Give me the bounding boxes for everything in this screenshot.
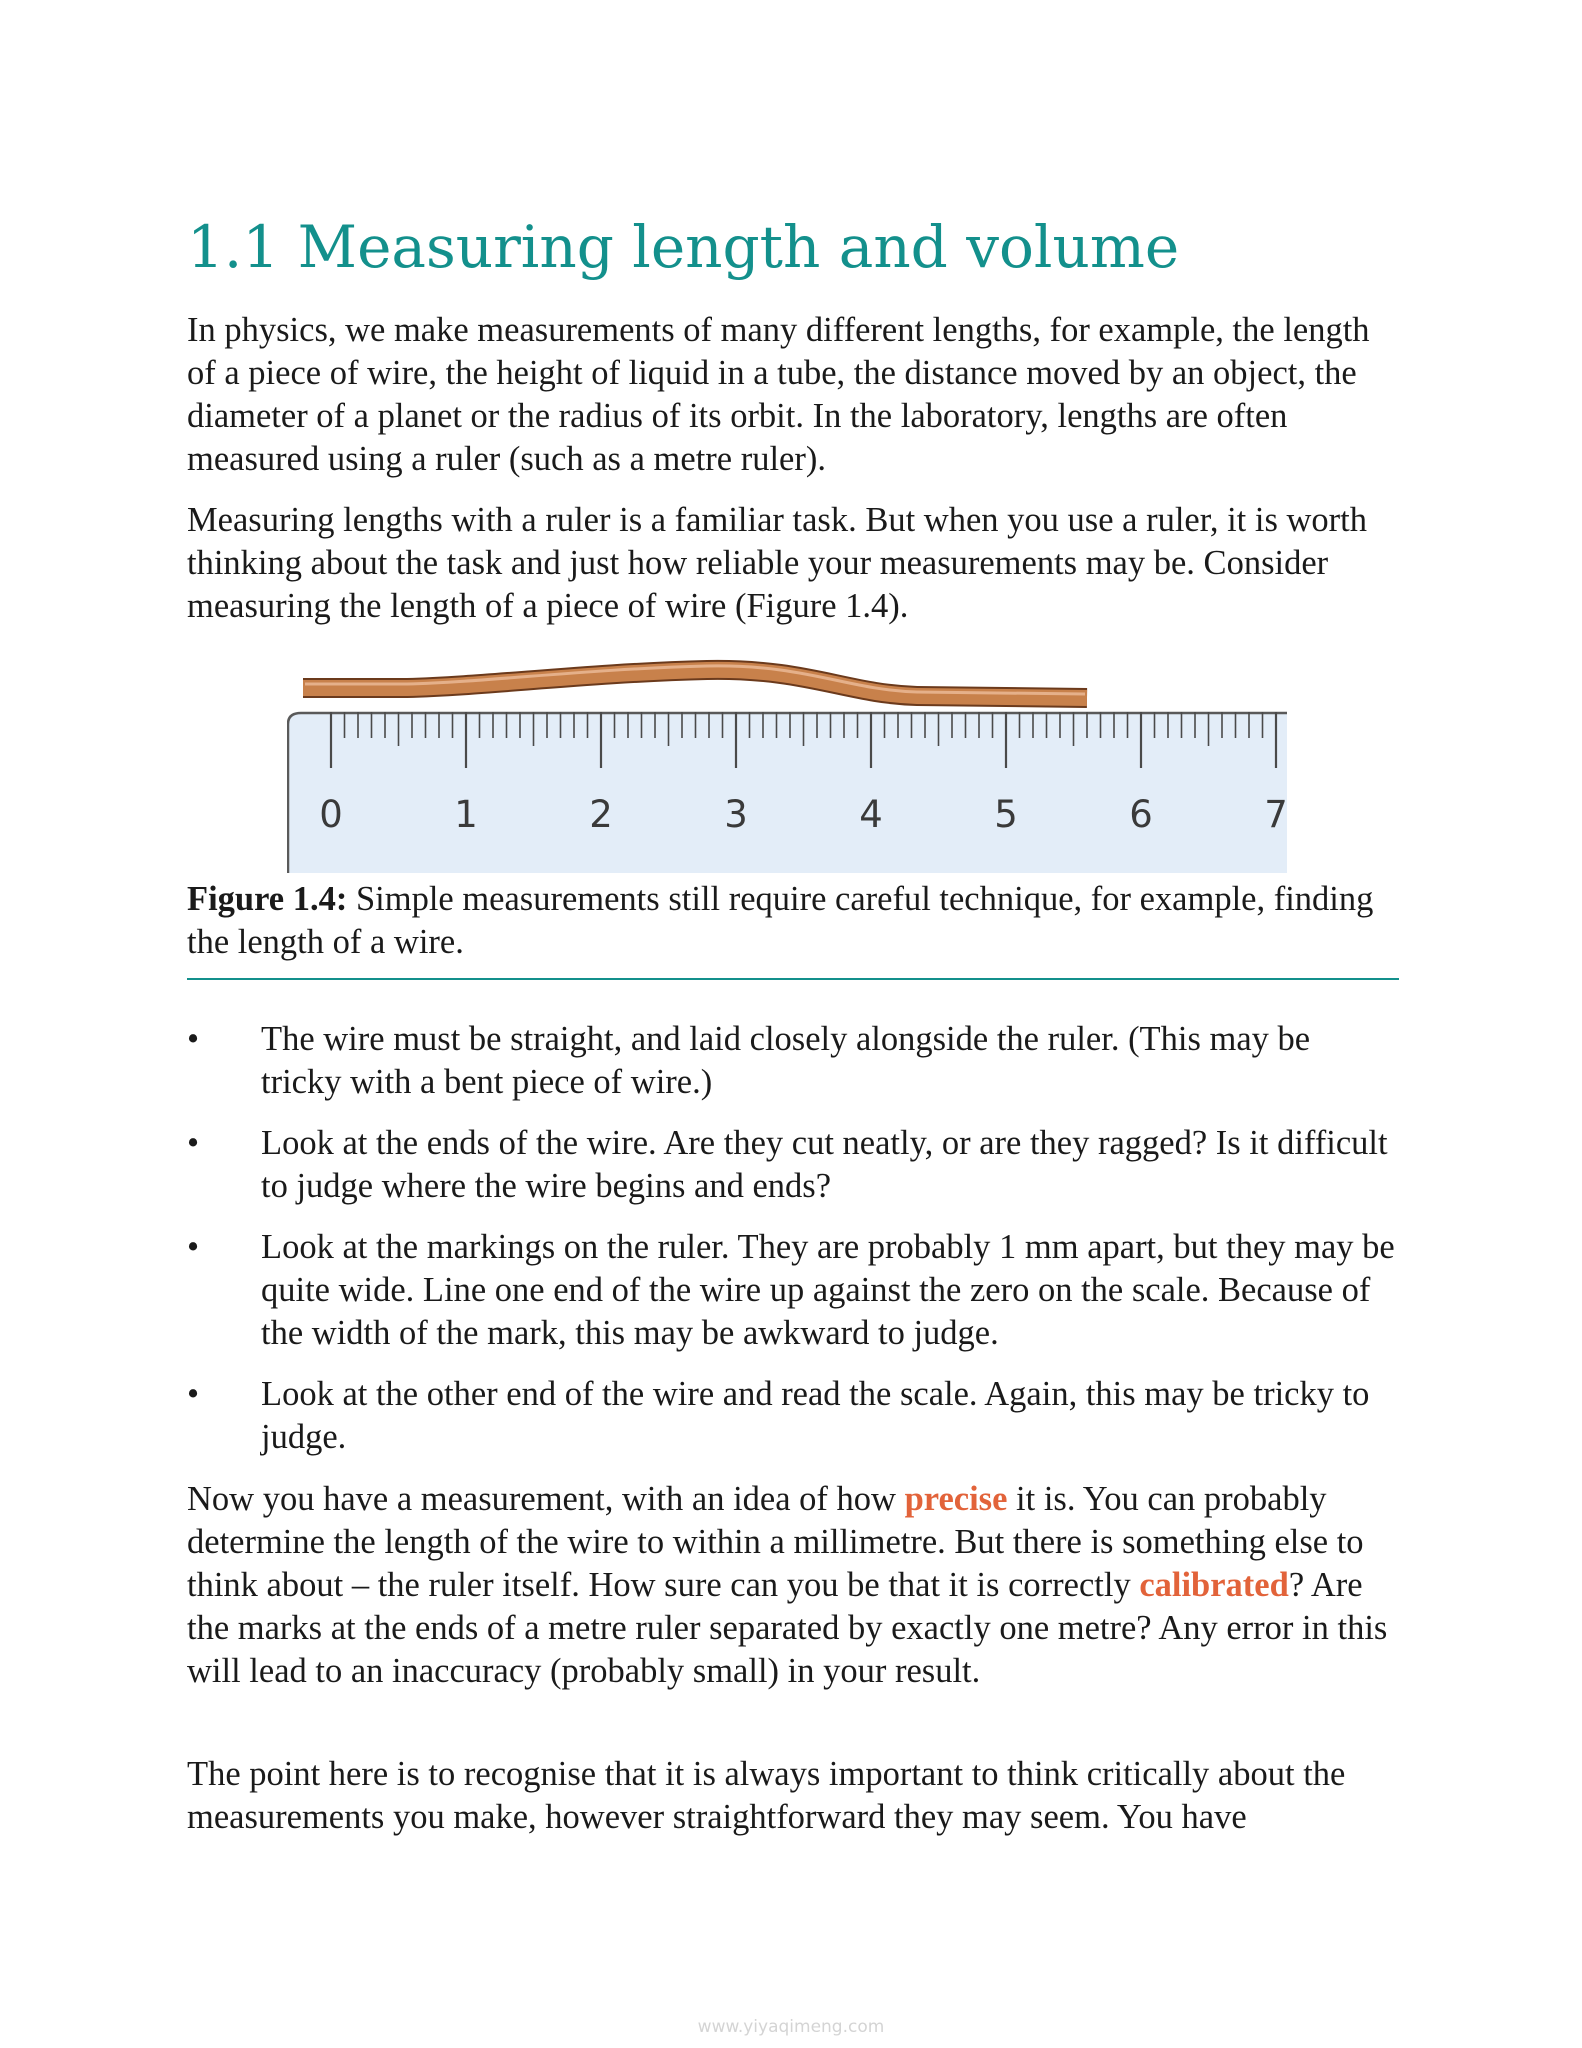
intro-paragraph: In physics, we make measurements of many different lengths, for example, the length of a piece of wire, the height of liquid in a tube, the distance moved by an object, the diameter of a planet or the radius of its orbit. In the laboratory, lengths are often measured using a ruler (such as a metre ruler). xyxy=(187,311,1370,478)
list-item xyxy=(187,1226,1399,1355)
bullet-list xyxy=(187,1018,1399,1477)
ruler-label: 6 xyxy=(1129,793,1153,836)
bullet-marker: • xyxy=(187,1375,200,1413)
bullet-marker: • xyxy=(187,1124,200,1162)
list-item-text: Look at the ends of the wire. Are they cut neatly, or are they ragged? Is it difficult to judge where the wire begins and ends? xyxy=(261,1124,1388,1205)
ruler-label: 7 xyxy=(1264,793,1288,836)
list-item-text: The wire must be straight, and laid closely alongside the ruler. (This may be tricky with a bent piece of wire.) xyxy=(261,1020,1311,1101)
caption-divider xyxy=(187,978,1399,980)
section-title: 1.1 Measuring length and volume xyxy=(187,213,1180,281)
bullet-marker: • xyxy=(187,1228,200,1266)
paragraph-text: ? Are the marks at the ends of a metre ruler separated by exactly one metre? Any error in this will lead to an inaccuracy (probably small) in your result. xyxy=(187,1566,1388,1690)
caption-label: Figure 1.4: xyxy=(187,880,348,918)
figure-ruler-wire xyxy=(287,648,1387,873)
ruler-label: 3 xyxy=(724,793,748,836)
list-item xyxy=(187,1373,1399,1459)
watermark: www.yiyaqimeng.com xyxy=(697,2017,885,2037)
list-item-text: Look at the markings on the ruler. They are probably 1 mm apart, but they may be quite wide. Line one end of the wire up against the zero on the scale. Because of the width of the mark, this may be awkward to judge. xyxy=(261,1228,1395,1352)
ruler-label: 2 xyxy=(589,793,613,836)
ruler-paragraph: Measuring lengths with a ruler is a familiar task. But when you use a ruler, it is worth thinking about the task and just how reliable your measurements may be. Consider measuring the length of a piece of wire (Figure 1.4). xyxy=(187,501,1367,625)
caption-text: Simple measurements still require careful technique, for example, finding the length of a wire. xyxy=(187,880,1374,961)
keyword-precise[interactable]: precise xyxy=(904,1480,1008,1518)
paragraph-text: Now you have a measurement, with an idea of how xyxy=(187,1480,905,1518)
ruler-label: 1 xyxy=(454,793,478,836)
bullet-marker: • xyxy=(187,1020,200,1058)
paragraph-text: it is. You can probably determine the length of the wire to within a millimetre. But there is something else to think about – the ruler itself. How sure can you be that it is correctly xyxy=(187,1480,1364,1604)
critical-thinking-paragraph: The point here is to recognise that it is always important to think critically about the measurements you make, however straightforward they may seem. You have xyxy=(187,1755,1346,1836)
list-item xyxy=(187,1122,1399,1208)
list-item-text: Look at the other end of the wire and read the scale. Again, this may be tricky to judge. xyxy=(261,1375,1370,1456)
precision-paragraph xyxy=(187,1478,1399,1693)
ruler-label: 4 xyxy=(859,793,883,836)
ruler-label: 0 xyxy=(319,793,343,836)
ruler-label: 5 xyxy=(994,793,1018,836)
list-item xyxy=(187,1018,1399,1104)
figure-caption xyxy=(187,878,1399,964)
keyword-calibrated[interactable]: calibrated xyxy=(1139,1566,1289,1604)
